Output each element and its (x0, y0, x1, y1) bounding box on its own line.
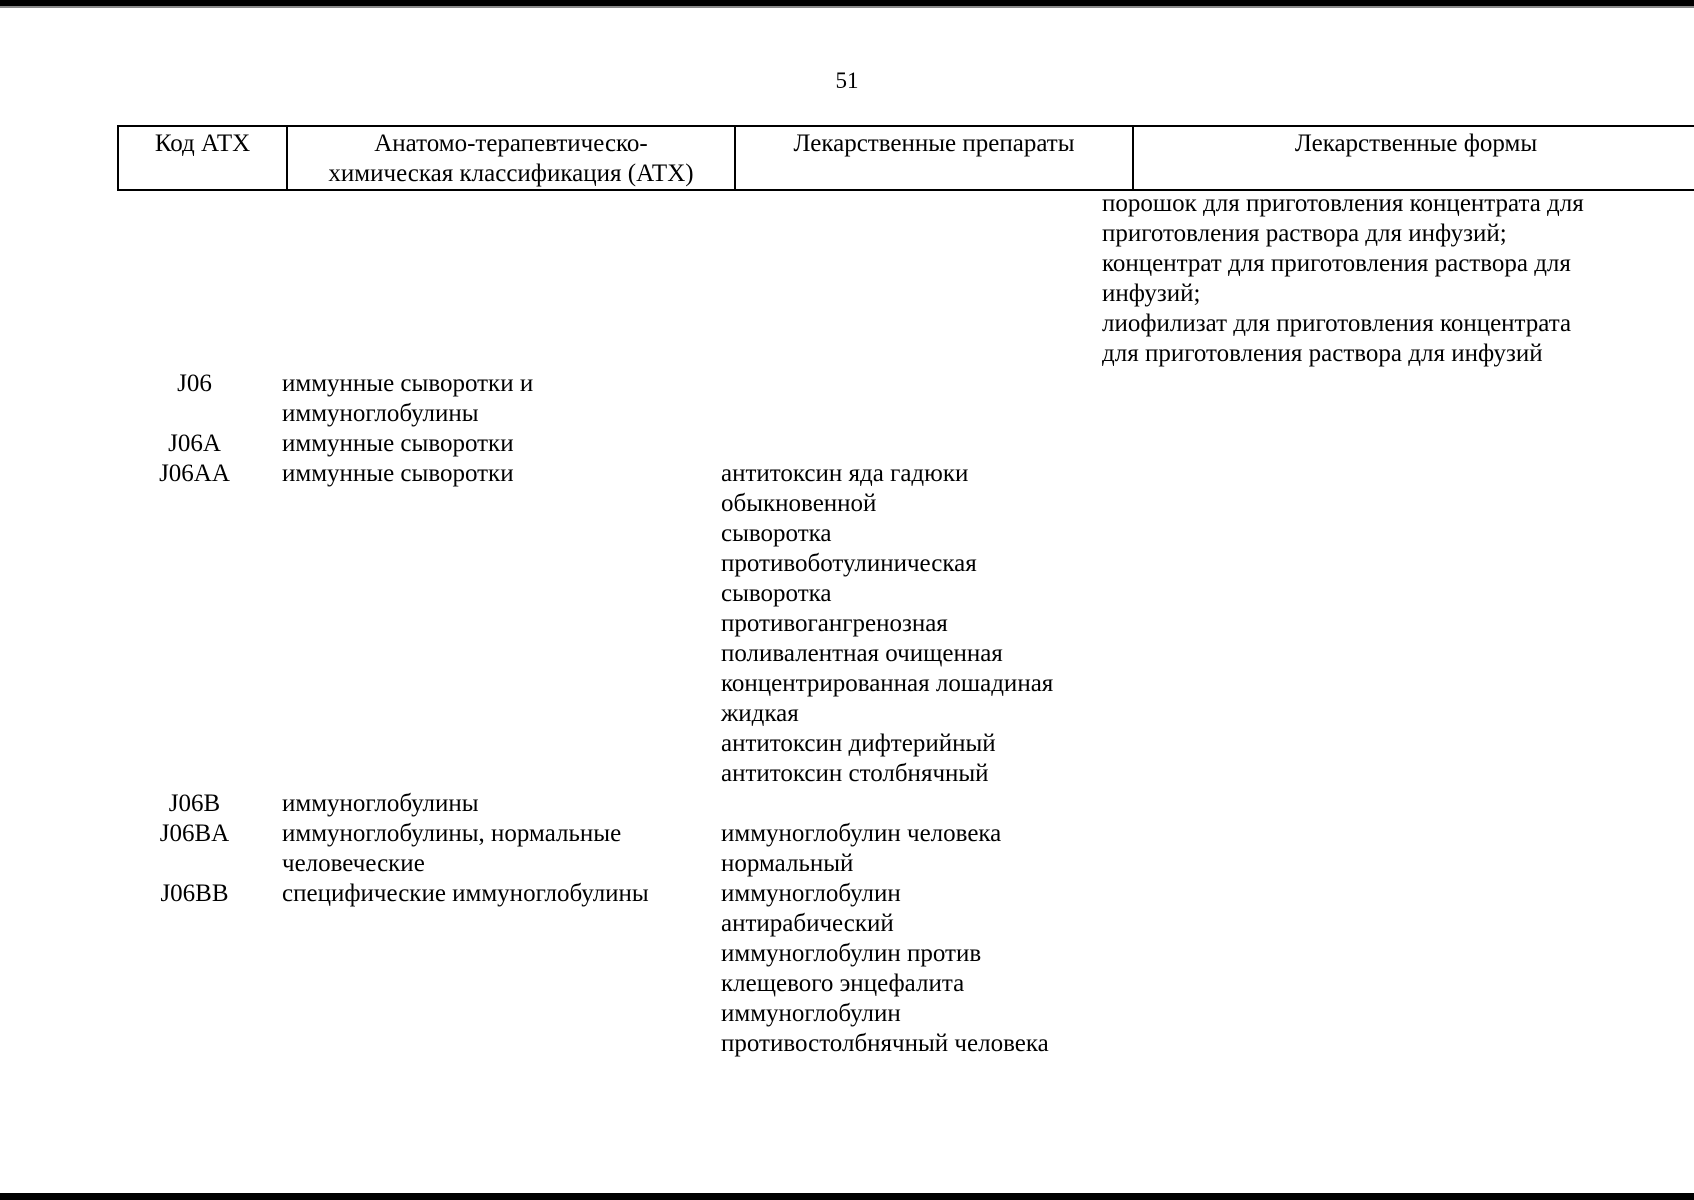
atx-classification-line: иммуноглобулины, нормальные (282, 820, 622, 847)
drug-name-line: иммуноглобулин (721, 1000, 901, 1027)
drug-name-line: иммуноглобулин человека (721, 820, 1002, 847)
drug-name-line: противостолбнячный человека (721, 1030, 1049, 1057)
drug-name-line: антитоксин яда гадюки (721, 460, 969, 487)
dosage-form-line: инфузий; (1102, 280, 1201, 307)
table-row (117, 459, 1642, 789)
drug-name-line: обыкновенной (721, 490, 877, 517)
atx-classification-line: иммуноглобулины (282, 790, 479, 817)
drug-name-line: противогангренозная (721, 610, 948, 637)
drug-name-line: иммуноглобулин против (721, 940, 982, 967)
atx-classification-cell (272, 429, 706, 459)
drug-name-cell (706, 879, 1090, 1059)
table-row (117, 189, 1642, 369)
header-row (118, 126, 1694, 190)
atx-classification-cell (272, 459, 706, 489)
header-atx-classification (287, 126, 735, 190)
dosage-form-line: лиофилизат для приготовления концентрата (1102, 310, 1572, 337)
atx-classification-line: иммунные сыворотки и (282, 370, 534, 397)
drug-name-line: поливалентная очищенная (721, 640, 1003, 667)
drug-name-line: сыворотка (721, 520, 832, 547)
atx-classification-line: иммуноглобулины (282, 400, 479, 427)
atx-code: J06A (168, 430, 221, 457)
drug-name-line: жидкая (721, 700, 799, 727)
table-row (117, 789, 1642, 819)
drug-name-line: клещевого энцефалита (721, 970, 965, 997)
atx-classification-cell (272, 879, 706, 909)
table-row (117, 369, 1642, 429)
header-atx-line1: Анатомо-терапевтическо- (374, 130, 648, 157)
atx-code: J06 (177, 370, 212, 397)
drug-name-line: антитоксин столбнячный (721, 760, 989, 787)
atx-classification-line: специфические иммуноглобулины (282, 880, 649, 907)
table-row (117, 819, 1642, 879)
atx-code: J06BA (159, 820, 230, 847)
atx-classification-line: иммунные сыворотки (282, 430, 514, 457)
atx-classification-line: иммунные сыворотки (282, 460, 514, 487)
drug-name-cell (706, 459, 1090, 789)
atx-code: J06BB (160, 880, 229, 907)
drug-name-line: иммуноглобулин (721, 880, 901, 907)
header-atx-line2: химическая классификация (АТХ) (328, 160, 694, 187)
page-number: 51 (835, 68, 859, 93)
atx-code: J06AA (159, 460, 230, 487)
table-body (117, 189, 1642, 1059)
header-dosage-forms: Лекарственные формы (1133, 126, 1694, 190)
dosage-form-line: порошок для приготовления концентрата для (1102, 190, 1584, 217)
dosage-form-line: концентрат для приготовления раствора для (1102, 250, 1571, 277)
drug-name-cell (706, 819, 1090, 879)
bottom-scan-border (0, 1193, 1694, 1200)
header-drugs: Лекарственные препараты (735, 126, 1133, 190)
atx-classification-line: человеческие (282, 850, 425, 877)
table-header (117, 125, 1694, 191)
dosage-form-cell (1090, 189, 1642, 369)
drug-name-line: противоботулиническая (721, 550, 977, 577)
top-scan-border (0, 0, 1694, 6)
header-code: Код АТХ (118, 126, 287, 190)
atx-classification-cell (272, 369, 706, 429)
atx-code: J06B (168, 790, 221, 817)
drug-name-line: сыворотка (721, 580, 832, 607)
drug-name-line: антирабический (721, 910, 894, 937)
drug-name-line: концентрированная лошадиная (721, 670, 1054, 697)
drug-name-line: антитоксин дифтерийный (721, 730, 996, 757)
dosage-form-line: для приготовления раствора для инфузий (1102, 340, 1543, 367)
atx-classification-cell (272, 789, 706, 819)
dosage-form-line: приготовления раствора для инфузий; (1102, 220, 1507, 247)
drug-name-line: нормальный (721, 850, 854, 877)
atx-classification-cell (272, 819, 706, 879)
table-row (117, 429, 1642, 459)
table-row (117, 879, 1642, 1059)
